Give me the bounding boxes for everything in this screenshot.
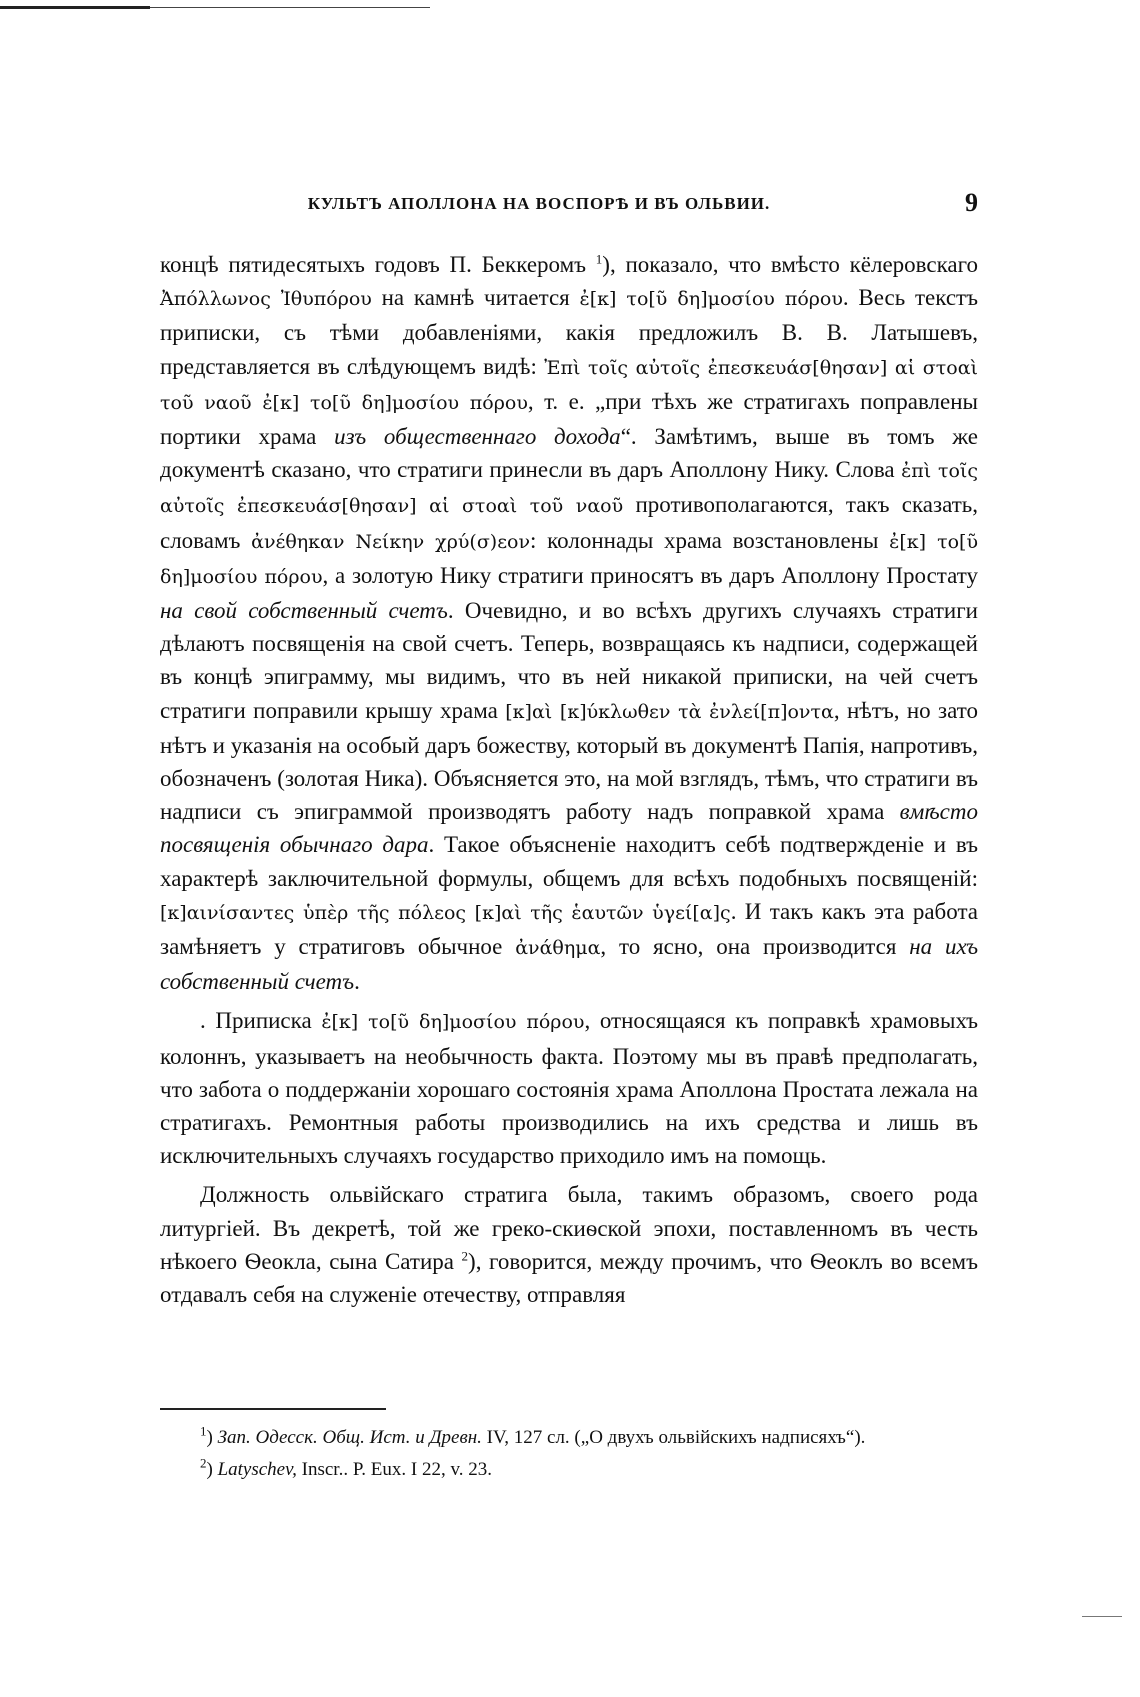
footnote-text: Inscr.. P. Eux. I 22, v. 23. xyxy=(296,1459,492,1480)
top-edge-rule xyxy=(0,6,150,9)
text-run: : колоннады храма возстановлены xyxy=(530,527,890,553)
footnote-ref: 1 xyxy=(595,251,603,267)
paragraph-1 xyxy=(160,248,978,998)
text-run: . Такое объясненіе находитъ себѣ подтвержденіе и въ характерѣ заключительной формулы, общемъ для всѣхъ подобныхъ посвященій: xyxy=(160,832,978,891)
greek-quote: ἐπὶ τοῖς αὐτοῖς ἐπεσκευάσ[θησαν] αἱ στοαὶ τοῦ ναοῦ xyxy=(160,460,978,518)
paragraph-2 xyxy=(160,1004,978,1172)
footnote-mark: 2 xyxy=(200,1455,207,1471)
text-run: . И такъ какъ эта работа замѣняетъ у стратиговъ обычное xyxy=(160,898,978,960)
greek-quote: ἀνέθηκαν Νείκην χρύ(σ)εον xyxy=(251,530,531,553)
greek-quote: ἐ[κ] το[ῦ δη]μοσίου πόρου xyxy=(160,530,978,588)
text-run: на камнѣ читается xyxy=(371,285,580,311)
text-run: Должность ольвійскаго стратига была, такимъ образомъ, своего рода литургіей. Въ декретѣ, той же греко-скиѳской эпохи, поставленномъ въ честь нѣкоего Ѳеокла, сына Сатира xyxy=(160,1182,978,1274)
text-run: . Очевидно, и во всѣхъ другихъ случаяхъ стратиги дѣлаютъ посвященія на свой счетъ. Теперь, возвращаясь къ надписи, содержащей въ концѣ эпиграмму, мы видимъ, что въ ней никакой приписки, на чей счетъ стратиги поправили крышу храма xyxy=(160,598,978,723)
text-run: ), показало, что вмѣсто кёлеровскаго xyxy=(602,252,978,277)
italic-phrase: на свой собственный счетъ xyxy=(160,598,448,624)
margin-dash xyxy=(1082,1616,1122,1617)
footnote-text: IV, 127 сл. („О двухъ ольвійскихъ надписяхъ“). xyxy=(481,1427,866,1448)
text-run: противополагаются, такъ сказать, словамъ xyxy=(160,492,978,553)
greek-quote: ἀνάθημα xyxy=(515,937,601,960)
paragraph-3 xyxy=(160,1178,978,1311)
running-title: КУЛЬТЪ АПОЛЛОНА НА ВОСПОРѢ И ВЪ ОЛЬВИИ. xyxy=(307,194,771,213)
text-run: , а золотую Нику стратиги приносятъ въ даръ Аполлону Простату xyxy=(322,562,978,588)
greek-quote: Ἐπὶ τοῖς αὐτοῖς ἐπεσκευάσ[θησαν] αἱ στοαὶ τοῦ ναοῦ ἐ[κ] το[ῦ δη]μοσίου πόρου xyxy=(160,356,978,414)
text-run: , то ясно, она производится xyxy=(600,934,910,960)
page-header xyxy=(160,188,978,224)
greek-quote: [κ]αινίσαντες ὑπὲρ τῆς πόλεος [κ]αὶ τῆς ἑαυτῶν ὑγεί[α]ς xyxy=(160,901,731,924)
text-run: , относящаяся къ поправкѣ храмовыхъ колоннъ, указываетъ на необычность факта. Поэтому мы въ правѣ предполагать, что забота о поддержаніи хорошаго состоянія храма Аполлона Простата лежала на стратигахъ. Ремонтныя работы производились на ихъ средства и лишь въ исключительныхъ случаяхъ государство приходило имъ на помощь. xyxy=(160,1008,979,1169)
footnote-source: Зап. Одесск. Общ. Ист. и Древн. xyxy=(217,1427,482,1448)
text-run: концѣ пятидесятыхъ годовъ П. Беккеромъ xyxy=(160,252,596,277)
top-edge-thin-rule xyxy=(150,7,430,8)
italic-phrase: на ихъ собственный счетъ xyxy=(160,934,979,995)
text-run: ), говорится, между прочимъ, что Ѳеоклъ во всемъ отдавалъ себя на служеніе отечеству, отправляя xyxy=(160,1248,978,1308)
page-number: 9 xyxy=(965,188,978,217)
greek-quote: ἐ[κ] το[ῦ δη]μοσίου πόρου xyxy=(579,288,843,311)
text-run: “. Замѣтимъ, выше въ томъ же документѣ сказано, что стратиги принесли въ даръ Аполлону Нику. Слова xyxy=(160,424,978,483)
italic-phrase: вмѣсто посвященія обычнаго дара xyxy=(160,799,978,858)
footnote-source: Latyschev, xyxy=(217,1459,297,1480)
text-run: , нѣтъ, но зато нѣтъ и указанія на особый даръ божеству, который въ документѣ Папія, напротивъ, обозначенъ (золотая Ника). Объясняется это, на мой взглядъ, тѣмъ, что стратиги въ надписи съ эпиграммой производятъ работу надъ поправкой храма xyxy=(160,697,978,825)
text-run: . Приписка xyxy=(200,1008,322,1034)
text-run: , т. е. „при тѣхъ же стратигахъ поправлены портики храма xyxy=(160,388,978,450)
footnotes xyxy=(160,1424,978,1488)
text-run: . xyxy=(354,969,360,995)
footnote-2: $^2$) Latyschev, Inscr.. P. Eux. I 22, v. 23. xyxy=(200,1455,492,1480)
greek-quote: Ἀπόλλωνος Ἰθυπόρου xyxy=(160,288,372,311)
footnote-mark: 1 xyxy=(200,1423,207,1439)
greek-quote: [κ]αὶ [κ]ύκλωθεν τὰ ἐνλεί[π]οντα xyxy=(505,700,834,723)
footnote-ref: 2 xyxy=(461,1248,469,1264)
body-text xyxy=(160,248,978,1317)
footnote-1: $^1$) Зап. Одесск. Общ. Ист. и Древн. IV, 127 сл. („О двухъ ольвійскихъ надписяхъ“). xyxy=(200,1423,866,1448)
italic-phrase: изъ общественнаго дохода xyxy=(334,424,621,450)
footnote-separator xyxy=(160,1408,386,1410)
text-run: . Весь текстъ приписки, съ тѣми добавленіями, какія предложилъ В. В. Латышевъ, представляется въ слѣдующемъ видѣ: xyxy=(160,285,978,379)
greek-quote: ἐ[κ] το[ῦ δη]μοσίου πόρου xyxy=(321,1011,585,1034)
